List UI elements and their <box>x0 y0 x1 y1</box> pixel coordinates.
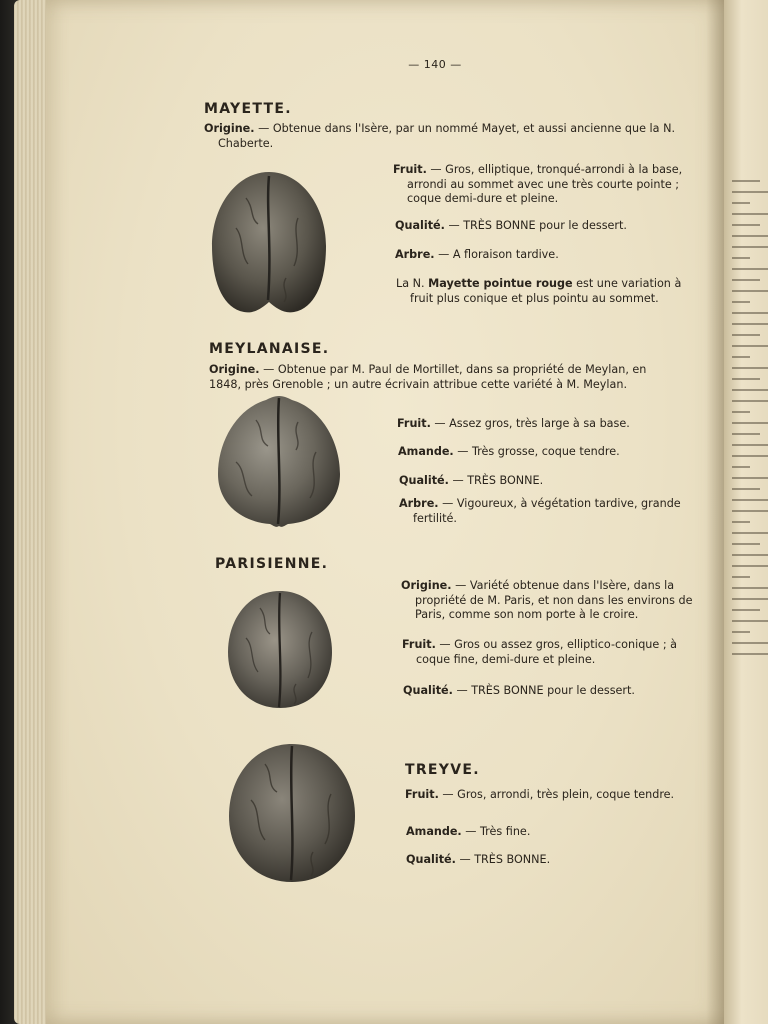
qualite-text: — TRÈS BONNE pour le dessert. <box>452 684 635 697</box>
fruit-meylanaise <box>397 417 683 432</box>
qualite-label: Qualité. <box>395 219 445 232</box>
variety-title-treyve: TREYVE. <box>405 762 480 778</box>
qualite-treyve <box>406 853 690 868</box>
fruit-treyve <box>405 788 689 803</box>
arbre-label: Arbre. <box>395 248 435 261</box>
qualite-mayette <box>395 219 681 234</box>
fruit-text: — Gros, arrondi, très plein, coque tendre. <box>438 788 675 801</box>
fruit-label: Fruit. <box>402 638 436 651</box>
fruit-mayette <box>393 163 693 207</box>
origine-label: Origine. <box>204 122 255 135</box>
facing-page-text <box>732 180 768 664</box>
origine-mayette <box>204 122 688 151</box>
walnut-parisienne-illustration <box>224 588 336 712</box>
origine-text: — Variété obtenue dans l'Isère, dans la propriété de M. Paris, et non dans les environs de Paris, comme son nom porte à le croire. <box>415 579 693 621</box>
amande-meylanaise <box>398 445 684 460</box>
note-text: La N. <box>396 277 429 290</box>
fruit-label: Fruit. <box>397 417 431 430</box>
origine-meylanaise <box>209 363 675 392</box>
note-mayette <box>396 277 696 306</box>
walnut-meylanaise-illustration <box>212 392 346 528</box>
amande-treyve <box>406 825 690 840</box>
amande-label: Amande. <box>406 825 462 838</box>
qualite-parisienne <box>403 684 687 699</box>
amande-text: — Très fine. <box>461 825 531 838</box>
amande-label: Amande. <box>398 445 454 458</box>
variety-title-mayette: MAYETTE. <box>204 101 292 117</box>
note-text: est une variation à fruit plus conique et plus pointu au sommet. <box>410 277 682 305</box>
qualite-meylanaise <box>399 474 685 489</box>
fruit-label: Fruit. <box>405 788 439 801</box>
walnut-treyve-illustration <box>225 740 359 886</box>
amande-text: — Très grosse, coque tendre. <box>453 445 620 458</box>
arbre-text: — Vigoureux, à végétation tardive, grande fertilité. <box>413 497 681 525</box>
origine-text: — Obtenue dans l'Isère, par un nommé Mayet, et aussi ancienne que la N. Chaberte. <box>218 122 675 150</box>
variety-title-meylanaise: MEYLANAISE. <box>209 341 330 357</box>
origine-label: Origine. <box>401 579 452 592</box>
qualite-label: Qualité. <box>403 684 453 697</box>
fruit-label: Fruit. <box>393 163 427 176</box>
qualite-text: — TRÈS BONNE. <box>455 853 551 866</box>
qualite-text: — TRÈS BONNE. <box>448 474 544 487</box>
walnut-mayette-illustration <box>206 168 332 316</box>
variety-title-parisienne: PARISIENNE. <box>215 556 329 572</box>
fruit-parisienne <box>402 638 700 667</box>
note-variety-name: Mayette pointue rouge <box>428 277 573 290</box>
qualite-label: Qualité. <box>406 853 456 866</box>
qualite-label: Qualité. <box>399 474 449 487</box>
arbre-label: Arbre. <box>399 497 439 510</box>
qualite-text: — TRÈS BONNE pour le dessert. <box>444 219 627 232</box>
fruit-text: — Assez gros, très large à sa base. <box>430 417 630 430</box>
origine-parisienne <box>401 579 699 623</box>
arbre-mayette <box>395 248 681 263</box>
origine-text: — Obtenue par M. Paul de Mortillet, dans sa propriété de Meylan, en 1848, près Grenoble ; un autre écrivain attribue cette variété à M. Meylan. <box>209 363 647 391</box>
fruit-text: — Gros ou assez gros, elliptico-conique ; à coque fine, demi-dure et pleine. <box>416 638 678 666</box>
origine-label: Origine. <box>209 363 260 376</box>
arbre-text: — A floraison tardive. <box>434 248 559 261</box>
arbre-meylanaise <box>399 497 699 526</box>
facing-page <box>724 0 768 1024</box>
fruit-text: — Gros, elliptique, tronqué-arrondi à la base, arrondi au sommet avec une très courte pointe ; coque demi-dure et pleine. <box>407 163 683 205</box>
page-number: — 140 — <box>408 58 462 71</box>
